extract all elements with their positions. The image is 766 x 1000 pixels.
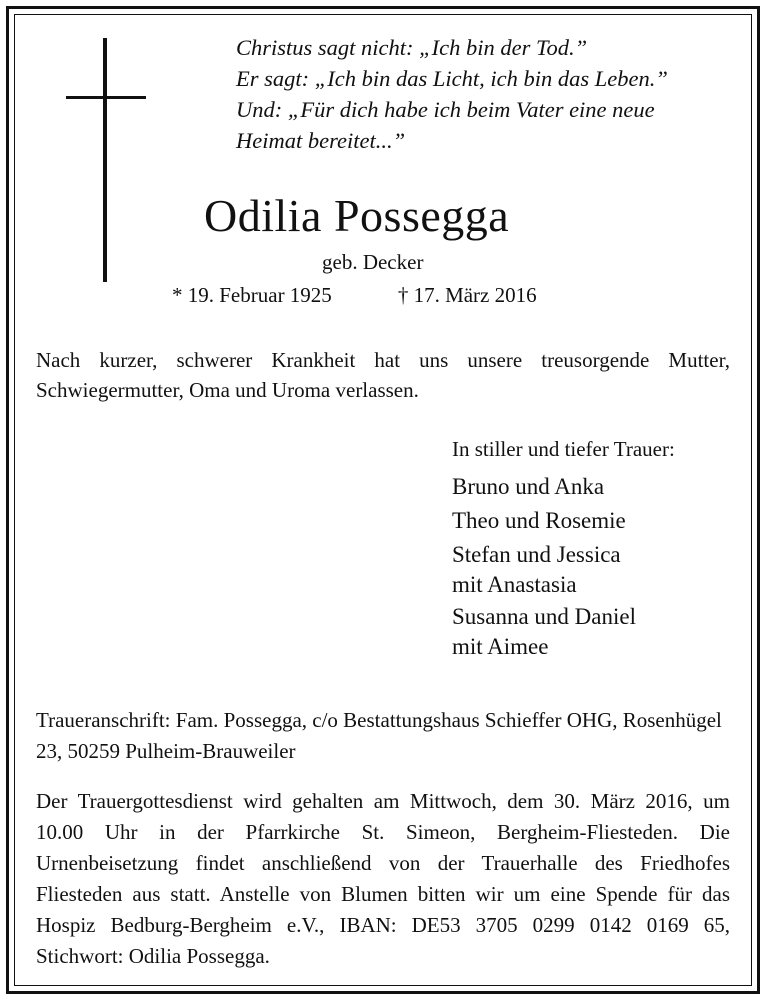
mourner-line: mit Aimee: [452, 634, 549, 659]
mourner-line: Stefan und Jessica: [452, 542, 621, 567]
mourner-line: Susanna und Daniel: [452, 604, 636, 629]
birth-date: * 19. Februar 1925: [172, 283, 332, 307]
life-dates: [172, 283, 537, 308]
mourner-line: Theo und Rosemie: [452, 508, 626, 533]
cross-icon: [103, 38, 107, 282]
mourner-line: mit Anastasia: [452, 572, 577, 597]
mourning-address: Traueranschrift: Fam. Possegga, c/o Bestattungshaus Schieffer OHG, Rosenhügel 23, 50259 Pulheim-Brauweiler: [36, 708, 722, 763]
quote-line: Und: „Für dich habe ich beim Vater eine neue: [236, 97, 655, 122]
cross-icon-bar: [66, 96, 146, 99]
quote-line: Christus sagt nicht: „Ich bin der Tod.”: [236, 35, 588, 60]
service-details: Der Trauergottesdienst wird gehalten am Mittwoch, dem 30. März 2016, um 10.00 Uhr in der Pfarrkirche St. Simeon, Bergheim-Fliesteden. Die Urnenbeisetzung findet anschließend von der Trauerhalle des Friedhofes Fliesteden aus statt. Anstelle von Blumen bitten wir um eine Spende für das Hospiz Bedburg-Bergheim e.V., IBAN: DE53 3705 0299 0142 0169 65, Stichwort: Odilia Possegga.: [36, 789, 730, 968]
quote-line: Er sagt: „Ich bin das Licht, ich bin das Leben.”: [236, 66, 668, 91]
mourners-list: [452, 470, 636, 662]
bible-quote: [236, 32, 736, 156]
maiden-name: geb. Decker: [322, 250, 424, 274]
quote-line: Heimat bereitet...”: [236, 128, 406, 153]
intro-text: Nach kurzer, schwerer Krankheit hat uns unsere treusorgende Mutter, Schwiegermutter, Oma und Uroma verlassen.: [36, 348, 730, 402]
deceased-name: Odilia Possegga: [204, 190, 510, 241]
death-date: † 17. März 2016: [397, 283, 537, 307]
mourner-line: Bruno und Anka: [452, 474, 605, 499]
mourners-heading: In stiller und tiefer Trauer:: [452, 437, 675, 461]
